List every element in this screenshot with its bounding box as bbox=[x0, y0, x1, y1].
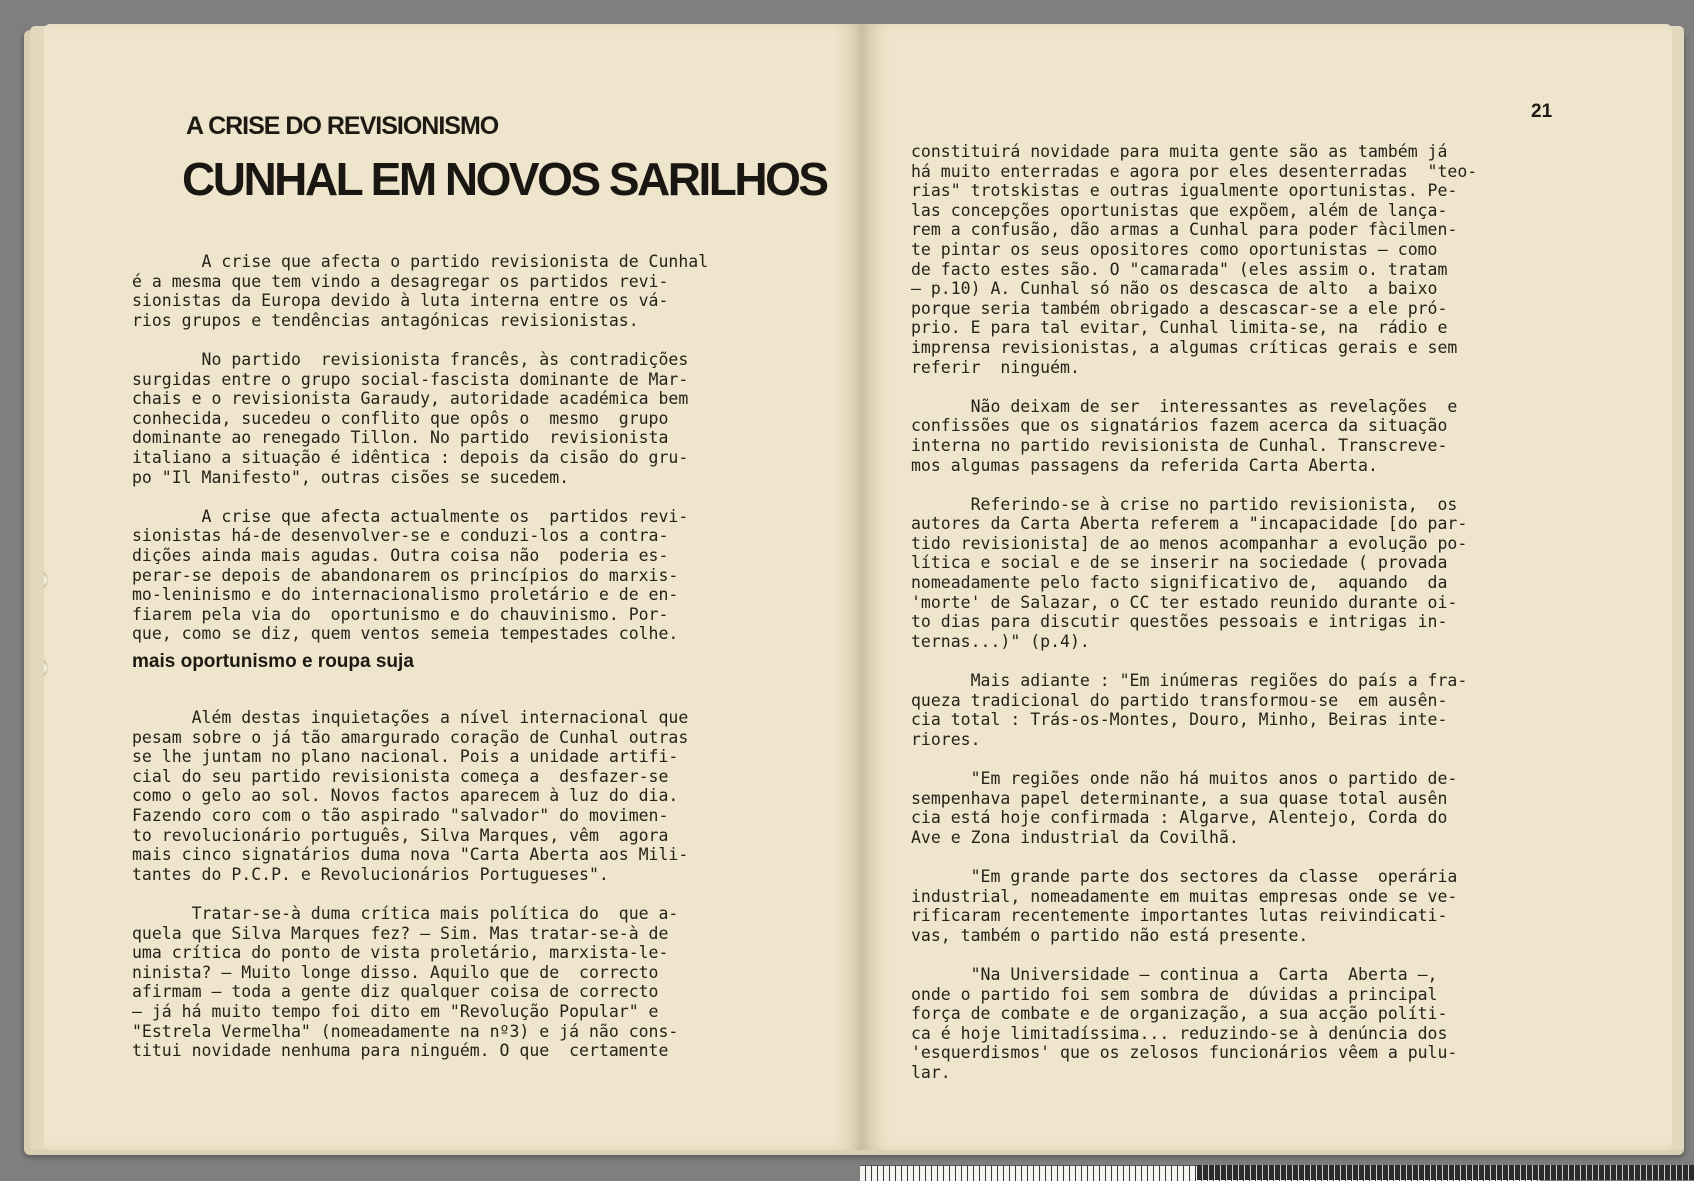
left-page bbox=[44, 24, 862, 1150]
right-column: constituirá novidade para muita gente são as também já há muito enterradas e agora por eles desenterradas "teo- rias" trotskistas e outras igualmente oportunistas. Pe- las concepções oportunistas que expõem, além de lança- rem a confusão, dão armas a Cunhal para poder fàcilmen- te pintar os seus opositores como oportunistas — como de facto estes são. O "camarada" (eles assim o. tratam — p.10) A. Cunhal só não os descasca de alto a baixo porque seria também obrigado a descascar-se a ele pró- prio. E para tal evitar, Cunhal limita-se, na rádio e imprensa revisionistas, a algumas críticas gerais e sem referir ninguém. Não deixam de ser interessantes as revelações e confissões que os signatários fazem acerca da situação interna no partido revisionista de Cunhal. Transcreve- mos algumas passagens da referida Carta Aberta. Referindo-se à crise no partido revisionista, os autores da Carta Aberta referem a "incapacidade [do par- tido revisionista] de ao menos acompanhar a evolução po- lítica e social e de se inserir na sociedade ( provada nomeadamente pelo facto significativo de, aquando da 'morte' de Salazar, o CC ter estado reunido durante oi- to dias para discutir questões pessoais e intrigas in- ternas...)" (p.4). Mais adiante : "Em inúmeras regiões do país a fra- queza tradicional do partido transformou-se em ausên- cia total : Trás-os-Montes, Douro, Minho, Beiras inte- riores. "Em regiões onde não há muitos anos o partido de- sempenhava papel determinante, a sua quase total ausên cia está hoje confirmada : Algarve, Alentejo, Corda do Ave e Zona industrial da Covilhã. "Em grande parte dos sectores da classe operária industrial, nomeadamente em muitas empresas onde se ve- rificaram recentemente importantes lutas reivindicati- vas, também o partido não está presente. "Na Universidade — continua a Carta Aberta —, onde o partido foi sem sombra de dúvidas a principal força de combate e de organização, a sua acção políti- ca é hoje limitadíssima... reduzindo-se à denúncia dos 'esquerdismos' que os zelosos funcionários vêem a pulu- lar. bbox=[911, 142, 1478, 1082]
scale-ruler-dark bbox=[1197, 1165, 1694, 1180]
left-column-part-1: A crise que afecta o partido revisionista de Cunhal é a mesma que tem vindo a desagregar os partidos revi- sionistas da Europa devido à luta interna entre os vá- rios grupos e tendências antagónicas revisionistas. No partido revisionista francês, às contradições surgidas entre o grupo social-fascista dominante de Mar- chais e o revisionista Garaudy, autoridade académica bem conhecida, sucedeu o conflito que opôs o mesmo grupo dominante ao renegado Tillon. No partido revisionista italiano a situação é idêntica : depois da cisão do gru- po "Il Manifesto", outras cisões se sucedem. A crise que afecta actualmente os partidos revi- sionistas há-de desenvolver-se e conduzi-los a contra- dições ainda mais agudas. Outra coisa não poderia es- perar-se depois de abandonarem os princípios do marxis- mo-leninismo e do internacionalismo proletário e de en- fiarem pela via do oportunismo e do chauvinismo. Por- que, como se diz, quem ventos semeia tempestades colhe. bbox=[132, 252, 709, 644]
page-number: 21 bbox=[1531, 101, 1553, 122]
section-subheading: mais oportunismo e roupa suja bbox=[132, 651, 414, 672]
article-headline: CUNHAL EM NOVOS SARILHOS bbox=[182, 153, 827, 205]
right-page bbox=[862, 24, 1672, 1150]
binding-hole bbox=[44, 572, 48, 588]
article-kicker: A CRISE DO REVISIONISMO bbox=[186, 112, 499, 140]
binding-hole bbox=[44, 660, 48, 676]
left-column-part-2: Além destas inquietações a nível internacional que pesam sobre o já tão amargurado coração de Cunhal outras se lhe juntam no plano nacional. Pois a unidade artifi- cial do seu partido revisionista começa a desfazer-se como o gelo ao sol. Novos factos aparecem à luz do dia. Fazendo coro com o tão aspirado "salvador" do movimen- to revolucionário português, Silva Marques, vêm agora mais cinco signatários duma nova "Carta Aberta aos Mili- tantes do P.C.P. e Revolucionários Portugueses". Tratar-se-à duma crítica mais política do que a- quela que Silva Marques fez? — Sim. Mas tratar-se-à de uma crítica do ponto de vista proletário, marxista-le- ninista? — Muito longe disso. Aquilo que de correcto afirmam — toda a gente diz qualquer coisa de correcto — já há muito tempo foi dito em "Revolução Popular" e "Estrela Vermelha" (nomeadamente na nº3) e já não cons- titui novidade nenhuma para ninguém. O que certamente bbox=[132, 708, 689, 1061]
